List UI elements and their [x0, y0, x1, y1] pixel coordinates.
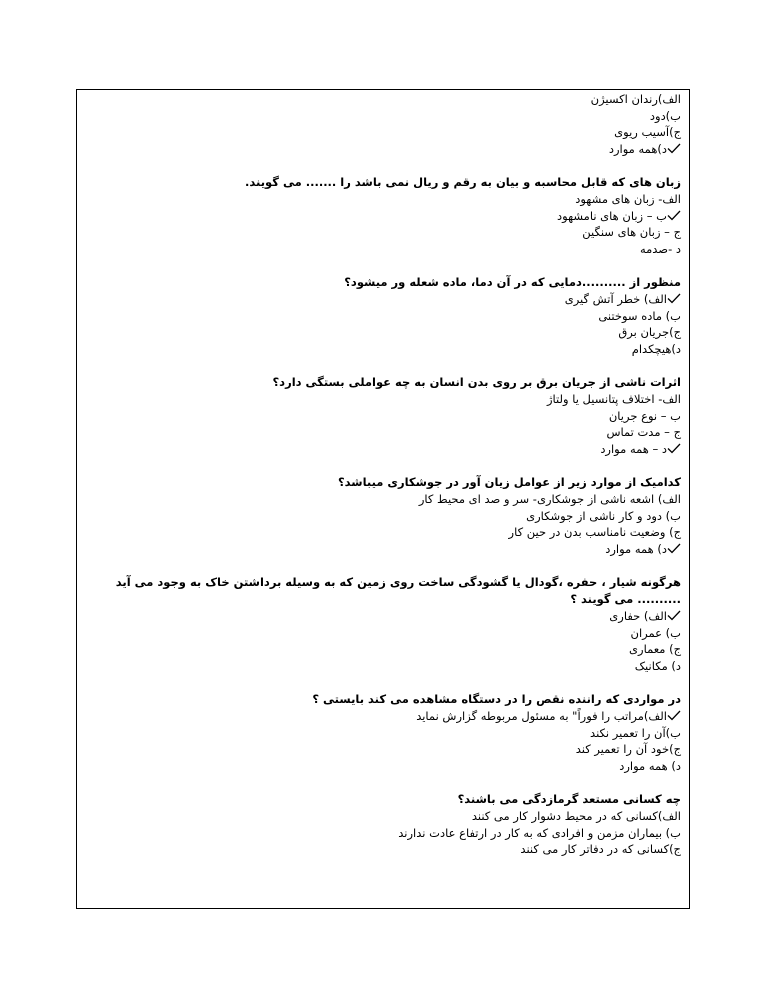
option-text: ب) بیماران مزمن و افرادی که به کار در ارتفاع عادت ندارند: [398, 825, 681, 840]
option: [85, 341, 681, 358]
question-block: [85, 274, 681, 357]
option-text: د)هیچکدام: [631, 341, 681, 356]
option: [85, 108, 681, 125]
option: [85, 391, 681, 408]
option-text: الف) حفاری: [609, 609, 667, 623]
option-text: ج)جریان برق: [618, 325, 681, 339]
option-text: د)همه موارد: [608, 141, 667, 156]
question-block: [85, 791, 681, 858]
option-correct: [85, 541, 681, 558]
question-block: [85, 374, 681, 457]
option: [85, 658, 681, 675]
option: [85, 91, 681, 108]
question-text: چه کسانی مستعد گرمازدگی می باشند؟: [457, 792, 681, 806]
option-text: د -صدمه: [639, 241, 681, 256]
option: [85, 825, 681, 842]
question-block: [85, 91, 681, 157]
option-text: ب – زبان های نامشهود: [557, 208, 667, 223]
option: [85, 758, 681, 775]
question-block: [85, 474, 681, 557]
option-text: د – همه موارد: [600, 441, 667, 456]
question-block: [85, 574, 681, 674]
checkmark-icon: [667, 610, 681, 621]
checkmark-icon: [667, 210, 681, 221]
option: [85, 725, 681, 742]
option-text: الف)رندان اکسیژن: [590, 92, 681, 106]
option: [85, 241, 681, 258]
question-text: کدامیک از موارد زیر از عوامل زیان آور در جوشکاری میباشد؟: [337, 475, 681, 489]
question-text: در مواردی که راننده نقص را در دستگاه مشاهده می کند بایستی ؟: [312, 692, 681, 706]
option-text: د) همه موارد: [605, 541, 667, 556]
option: [85, 625, 681, 642]
option-text: ب) دود و کار ناشی از جوشکاری: [526, 508, 681, 523]
checkmark-icon: [667, 710, 681, 721]
option-text: د) مکانیک: [634, 658, 681, 673]
option-text: الف)کسانی که در محیط دشوار کار می کنند: [471, 809, 681, 823]
option-correct: [85, 208, 681, 225]
option: [85, 308, 681, 325]
option: [85, 641, 681, 658]
option: [85, 741, 681, 758]
checkmark-icon: [667, 443, 681, 454]
checkmark-icon: [667, 543, 681, 554]
option-text: الف) اشعه ناشی از جوشکاری- سر و صد ای محیط کار: [418, 492, 681, 506]
checkmark-icon: [667, 143, 681, 154]
option: [85, 224, 681, 241]
option: [85, 508, 681, 525]
question-text: منظور از ..........دمایی که در آن دما، ماده شعله ور میشود؟: [344, 275, 681, 289]
option-text: ج) وضعیت نامناسب بدن در حین کار: [508, 525, 681, 539]
question-block: [85, 174, 681, 257]
option: [85, 808, 681, 825]
option-text: ب) ماده سوختنی: [598, 308, 681, 323]
option-text: ج) معماری: [629, 642, 681, 656]
option-correct: [85, 608, 681, 625]
option: [85, 491, 681, 508]
option-text: الف- اختلاف پتانسیل یا ولتاژ: [546, 392, 681, 406]
option-text: ج)کسانی که در دفاتر کار می کنند: [520, 842, 681, 856]
option: [85, 408, 681, 425]
option-correct: [85, 441, 681, 458]
option: [85, 191, 681, 208]
option: [85, 841, 681, 858]
option-text: د) همه موارد: [619, 758, 681, 773]
option-text: ب)آن را تعمیر نکند: [590, 725, 681, 740]
question-text: هرگونه شیار ، حفره ،گودال یا گشودگی ساخت روی زمین که به وسیله برداشتن خاک به وجود می آید .......... می گویند ؟: [115, 575, 681, 606]
option-text: ج)آسیب ریوی: [614, 125, 681, 139]
option: [85, 524, 681, 541]
option-text: الف- زبان های مشهود: [575, 192, 681, 206]
option: [85, 424, 681, 441]
option-correct: [85, 708, 681, 725]
option-text: الف)مراتب را فوراً" به مسئول مربوطه گزارش نماید: [416, 709, 667, 723]
option-text: ج – زبان های سنگین: [582, 225, 681, 239]
option-text: ج – مدت تماس: [606, 425, 681, 439]
question-text: اثرات ناشی از جریان برق بر روی بدن انسان به چه عواملی بستگی دارد؟: [272, 375, 681, 389]
option-text: ب) عمران: [630, 625, 681, 640]
option-text: الف) خطر آتش گیری: [564, 292, 667, 306]
option-correct: [85, 141, 681, 158]
question-block: [85, 691, 681, 774]
option-correct: [85, 291, 681, 308]
checkmark-icon: [667, 293, 681, 304]
question-text: زبان های که قابل محاسبه و بیان به رقم و ریال نمی باشد را ....... می گویند.: [245, 175, 681, 189]
option-text: ج)خود آن را تعمیر کند: [575, 742, 681, 756]
option: [85, 124, 681, 141]
option-text: ب – نوع جریان: [608, 408, 681, 423]
option-text: ب)دود: [649, 108, 681, 123]
quiz-page: [76, 89, 690, 909]
option: [85, 324, 681, 341]
